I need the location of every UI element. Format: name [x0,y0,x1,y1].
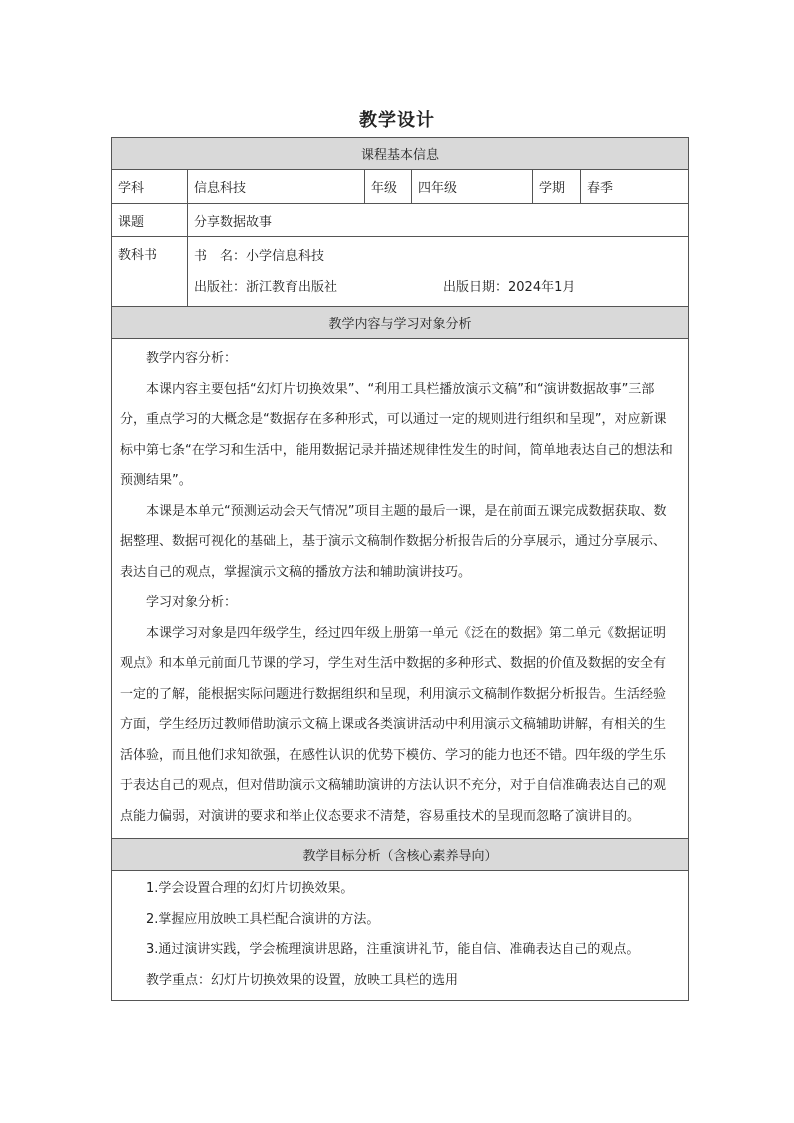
section-header-content-analysis [112,307,689,339]
content-analysis-paragraph: 本课是本单元“预测运动会天气情况”项目主题的最后一课，是在前面五课完成数据获取、数据整理、数据可视化的基础上，基于演示文稿制作数据分析报告后的分享展示，通过分享展示、表达自己的观点，掌握演示文稿的播放方法和辅助演讲技巧。 [120,503,667,580]
section-header-basic-info [112,138,689,170]
goals-body [112,871,689,1001]
document-title: 教学设计 [359,110,435,131]
goals-row [112,871,689,1001]
publisher-line [194,272,682,303]
learner-analysis-heading: 学习对象分析： [146,595,238,610]
section-header-goals [112,839,689,871]
grade-value: 四年级 [412,170,533,204]
topic-value: 分享数据故事 [188,204,689,237]
lesson-plan-table [111,137,689,1001]
learner-analysis-paragraph: 本课学习对象是四年级学生，经过四年级上册第一单元《泛在的数据》第二单元《数据证明观点》和本单元前面几节课的学习，学生对生活中数据的多种形式、数据的价值及数据的安全有一定的了解，能根据实际问题进行数据组织和呈现，利用演示文稿制作数据分析报告。生活经验方面，学生经历过教师借助演示文稿上课或各类演讲活动中利用演示文稿辅助讲解，有相关的生活体验，而且他们求知欲强，在感性认识的优势下模仿、学习的能力也还不错。四年级的学生乐于表达自己的观点，但对借助演示文稿辅助演讲的方法认识不充分，对于自信准确表达自己的观点能力偏弱，对演讲的要求和举止仪态要求不清楚，容易重技术的呈现而忽略了演讲目的。 [120,625,667,824]
publisher: 出版社：浙江教育出版社 [194,279,338,295]
grade-label: 年级 [365,170,412,204]
content-analysis-paragraph: 本课内容主要包括“幻灯片切换效果”、“利用工具栏播放演示文稿”和“演讲数据故事”三部分，重点学习的大概念是“数据存在多种形式，可以通过一定的规则进行组织和呈现”，对应新课标中第七条“在学习和生活中，能用数据记录并描述规律性发生的时间，简单地表达自己的想法和预测结果”。 [120,381,673,488]
content-analysis-body [112,339,689,839]
goal-item: 1.学会设置合理的幻灯片切换效果。 [146,881,354,896]
teaching-focus: 教学重点：幻灯片切换效果的设置，放映工具栏的选用 [146,972,459,988]
section-title: 教学目标分析（含核心素养导向） [112,839,689,871]
publish-date: 出版日期：2024年1月 [443,279,576,295]
textbook-row [112,237,689,307]
content-analysis-heading: 教学内容分析： [146,351,238,366]
goal-item: 3.通过演讲实践，学会梳理演讲思路，注重演讲礼节，能自信、准确表达自己的观点。 [146,942,640,957]
textbook-details [188,237,689,307]
textbook-label: 教科书 [112,237,188,307]
info-row [112,170,689,204]
section-title: 课程基本信息 [112,138,689,170]
goal-item: 2.掌握应用放映工具栏配合演讲的方法。 [146,911,380,927]
topic-row [112,204,689,237]
section-title: 教学内容与学习对象分析 [112,307,689,339]
subject-value: 信息科技 [188,170,365,204]
term-value: 春季 [581,170,689,204]
subject-label: 学科 [112,170,188,204]
content-analysis-row [112,339,689,839]
topic-label: 课题 [112,204,188,237]
book-name: 书 名：小学信息科技 [194,248,325,264]
term-label: 学期 [533,170,581,204]
